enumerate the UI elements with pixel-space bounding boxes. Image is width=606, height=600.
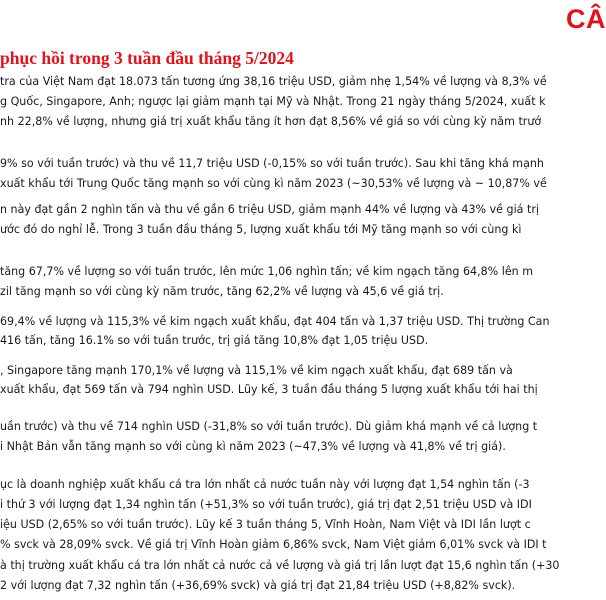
brand-logo-text: CÂ [566, 4, 606, 34]
body-line: tra của Việt Nam đạt 18.073 tấn tương ứng 38,16 triệu USD, giảm nhẹ 1,54% về lượng và 8,3% về [0, 75, 547, 88]
body-line: g Quốc, Singapore, Anh; ngược lại giảm mạnh tại Mỹ và Nhật. Trong 21 ngày tháng 5/2024, xuất k [0, 95, 546, 108]
body-line: 2 với lượng đạt 7,32 nghìn tấn (+36,69% svck) và giá trị đạt 21,84 triệu USD (+8,82% svck). [0, 579, 516, 592]
article-title: phục hồi trong 3 tuần đầu tháng 5/2024 [0, 48, 294, 68]
body-line: 69,4% về lượng và 115,3% về kim ngạch xuất khẩu, đạt 404 tấn và 1,37 triệu USD. Thị trường Can [0, 315, 550, 328]
body-line: xuất khẩu, đạt 569 tấn và 794 nghìn USD. Lũy kế, 3 tuần đầu tháng 5 lượng xuất khẩu tới hai thị [0, 383, 538, 396]
body-line: uần trước) và thu về 714 nghìn USD (-31,8% so với tuần trước). Dù giảm khá mạnh về cả lượng t [0, 420, 538, 433]
body-line: i Nhật Bản vẫn tăng mạnh so với cùng kì năm 2023 (~47,3% về lượng và 41,8% về trị giá). [0, 440, 506, 453]
body-line: iệu USD (2,65% so với tuần trước). Lũy kế 3 tuần tháng 5, Vĩnh Hoàn, Nam Việt và IDI lần lượt c [0, 518, 531, 531]
body-line: 416 tấn, tăng 16.1% so với tuần trước, trị giá tăng 10,8% đạt 1,05 triệu USD. [0, 334, 429, 347]
body-line: % svck và 28,09% svck. Về giá trị Vĩnh Hoàn giảm 6,86% svck, Nam Việt giảm 6,01% svck và IDI t [0, 538, 547, 551]
body-line: zil tăng mạnh so với cùng kỳ năm trước, tăng 62,2% về lượng và 45,6 về giá trị. [0, 285, 444, 298]
body-line: ục là doanh nghiệp xuất khẩu cá tra lớn nhất cả nước tuần này với lượng đạt 1,54 nghìn tấn (-3 [0, 478, 530, 491]
body-line: 9% so với tuần trước) và thu về 11,7 triệu USD (-0,15% so với tuần trước). Sau khi tăng khá mạnh [0, 157, 544, 170]
body-line: ước đó do nghỉ lễ. Trong 3 tuần đầu tháng 5, lượng xuất khẩu tới Mỹ tăng mạnh so với cùng kì [0, 223, 522, 236]
body-line: nh 22,8% về lượng, nhưng giá trị xuất khẩu tăng ít hơn đạt 8,56% về giá so với cùng kỳ năm trướ [0, 115, 542, 128]
body-line: i thứ 3 với lượng đạt 1,34 nghìn tấn (+51,3% so với tuần trước), giá trị đạt 2,51 triệu USD và IDI [0, 498, 532, 511]
body-line: tăng 67,7% về lượng so với tuần trước, lên mức 1,06 nghìn tấn; về kim ngạch tăng 64,8% lên m [0, 265, 534, 278]
body-line: à thị trường xuất khẩu cá tra lớn nhất cả nước cả về lượng và giá trị lần lượt đạt 15,6 nghìn tấn (+30 [0, 559, 560, 572]
body-line: xuất khẩu tới Trung Quốc tăng mạnh so với cùng kì năm 2023 (~30,53% về lượng và ~ 10,87% về [0, 177, 547, 190]
body-line: , Singapore tăng mạnh 170,1% về lượng và 115,1% về kim ngạch xuất khẩu, đạt 689 tấn và [0, 364, 513, 377]
body-line: n này đạt gần 2 nghìn tấn và thu về gần 6 triệu USD, giảm mạnh 44% về lượng và 43% về giá trị [0, 203, 539, 216]
